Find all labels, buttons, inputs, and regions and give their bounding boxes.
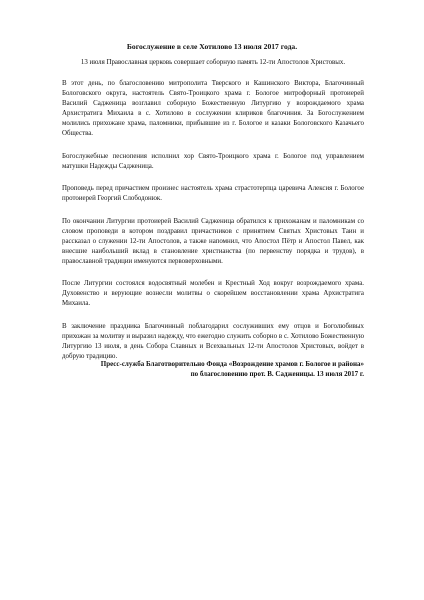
document-body bbox=[62, 58, 364, 374]
signature-line: Пресс-служба Благотворительно Фонда «Возрождение храмов г. Бологое и района» bbox=[100, 360, 364, 368]
paragraph-liturgy: В этот день, по благословению митрополита Тверского и Кашинского Виктора, Благочинный Бологовского округа, настоятель Свято-Троицкого храма г. Бологое митрофорный протоиерей Василий Садженица возглавил соборную Божественную Литургию у возрождаемого храма Архистратига Михаила в с. Хотилово в сослужении клириков благочиния. За Богослужением молились прихожане храма, паломники, прибывшие из г. Бологое и казаки Бологовского Казачьего Общества. bbox=[62, 80, 364, 137]
signature-block bbox=[62, 359, 364, 379]
paragraph-conclusion: В заключение праздника Благочинный поблагодарил сослуживших ему отцов и Боголюбивых прихожан за молитву и выразил надежду, что ежегодно служить соборно в с. Хотилово Божественную Литургию 13 июля, в день Собора Славных и Всехвальных 12-ти Апостолов Христовых, войдет в добрую традицию. bbox=[62, 322, 364, 360]
paragraph-sermon: Проповедь перед причастием произнес настоятель храма страстотерпца царевича Алексия г. Бологое протоиерей Георгий Слободонюк. bbox=[62, 185, 364, 202]
document-title: Богослужение в селе Хотилово 13 июля 2017 года. bbox=[126, 42, 298, 51]
paragraph-address: По окончании Литургии протоиерей Василий Садженица обратился к прихожанам и паломникам со словом проповеди в котором поздравил причастников с принятием Святых Христовых Таин и рассказал о служении 12-ти Апостолов, а также напомнил, что Апостол Пётр и Апостол Павел, как внесшие наибольший вклад в становление христианства (по первенству порядка и трудов), в православной традиции именуются первоверховными. bbox=[62, 217, 364, 265]
signature-line: по благословению прот. В. Садженицы. 13 июля 2017 г. bbox=[190, 370, 364, 378]
paragraph-choir: Богослужебные песнопения исполнил хор Свято-Троицкого храма г. Бологое под управлением матушки Надежды Садженица. bbox=[62, 152, 364, 170]
paragraph-procession: После Литургии состоялся водосвятный молебен и Крестный Ход вокруг возрождаемого храма. Духовенство и верующие вознесли молитвы о скорейшем восстановлении храма Архистратига Михаила. bbox=[62, 280, 364, 307]
paragraph-intro: 13 июля Православная церковь совершает соборную память 12-ти Апостолов Христовых. bbox=[80, 59, 346, 66]
